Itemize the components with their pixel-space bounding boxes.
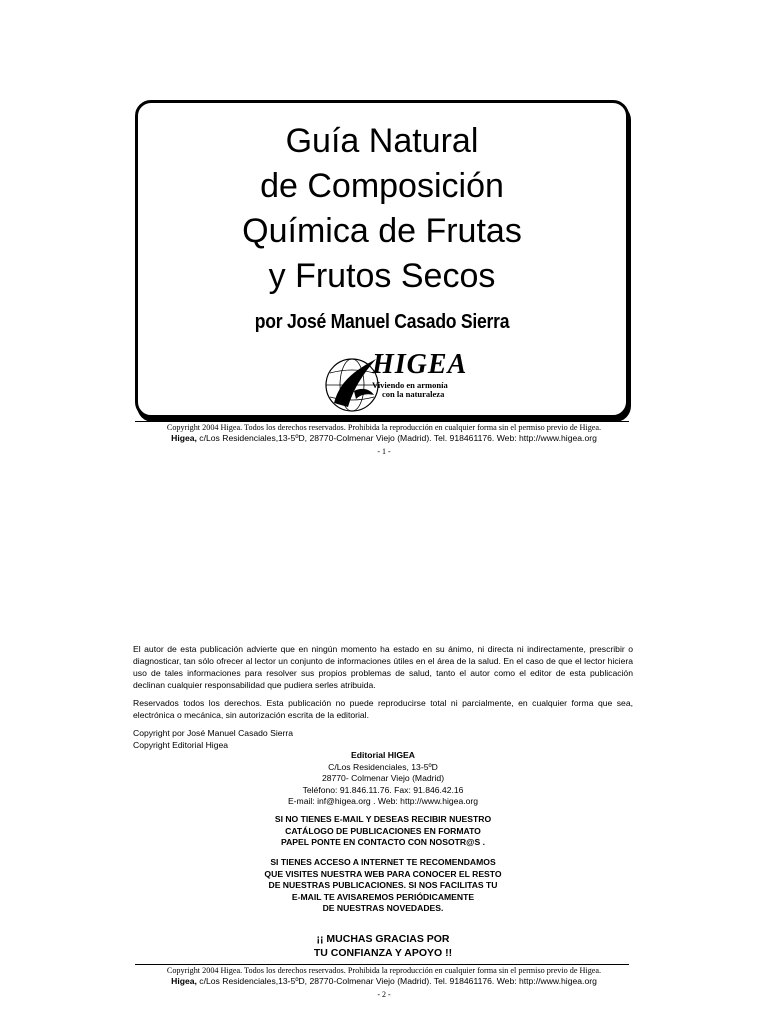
publisher-block [133, 750, 633, 808]
publisher-name: Editorial HIGEA [351, 750, 415, 760]
thanks-line: ¡¡ MUCHAS GRACIAS POR [316, 933, 450, 945]
page-number: - 2 - [377, 990, 391, 999]
publisher-line: E-mail: inf@higea.org . Web: http://www.higea.org [287, 796, 479, 806]
notice-line: DE NUESTRAS NOVEDADES. [322, 903, 444, 913]
notice-line: PAPEL PONTE EN CONTACTO CON NOSOTR@S . [281, 837, 485, 847]
footer-address-text: c/Los Residenciales,13-5ºD, 28770-Colmenar Viejo (Madrid). Tel. 918461176. Web: http://www.higea.org [196, 433, 597, 443]
publisher-line: Teléfono: 91.846.11.76. Fax: 91.846.42.16 [302, 784, 464, 795]
notice-line: E-MAIL TE AVISAREMOS PERIÓDICAMENTE [291, 891, 475, 902]
notice-line: CATÁLOGO DE PUBLICACIONES EN FORMATO [285, 825, 481, 836]
rights-paragraph: Reservados todos los derechos. Esta publicación no puede reproducirse total ni parcialmente, en cualquier forma que sea, electrónica o mecánica, sin autorización escrita de la editorial. [133, 698, 633, 720]
logo-tagline [372, 381, 448, 399]
cover-title [138, 119, 626, 299]
title-line: Guía Natural [285, 122, 479, 160]
notice-line: SI TIENES ACCESO A INTERNET TE RECOMENDAMOS [270, 857, 496, 867]
logo-tagline-2: con la naturaleza [382, 389, 445, 399]
title-line: de Composición [260, 167, 504, 205]
title-line: y Frutos Secos [268, 257, 496, 295]
thanks-line: TU CONFIANZA Y APOYO !! [313, 947, 453, 959]
notice-line: QUE VISITES NUESTRA WEB PARA CONOCER EL RESTO [264, 868, 502, 879]
cover-box [135, 100, 629, 418]
footer-rule [135, 964, 629, 965]
logo-tagline-1: Viviendo en armonía [372, 380, 448, 390]
title-line: Química de Frutas [242, 212, 522, 250]
logo-wordmark: HIGEA [372, 349, 468, 380]
footer-address [0, 433, 768, 443]
notice-line: DE NUESTRAS PUBLICACIONES. SI NOS FACILITAS TU [268, 880, 498, 890]
notice-line: SI NO TIENES E-MAIL Y DESEAS RECIBIR NUESTRO [274, 814, 492, 824]
author-line: por José Manuel Casado Sierra [254, 311, 510, 333]
footer-address-text: c/Los Residenciales,13-5ºD, 28770-Colmenar Viejo (Madrid). Tel. 918461176. Web: http://www.higea.org [196, 976, 597, 986]
footer-brand: Higea, [171, 976, 197, 986]
footer-address [0, 976, 768, 986]
copyright-line: Copyright Editorial Higea [133, 740, 229, 750]
copyright-block [133, 727, 633, 751]
disclaimer-paragraph: El autor de esta publicación advierte que en ningún momento ha estado en su ánimo, ni directa ni indirectamente, prescribir o diagnosticar, tan sólo ofrecer al lector un conjunto de informaciones útiles en el área de la salud. En el caso de que el lector hiciera uso de tales informaciones para resolver sus propios problemas de salud, tanto el autor como el editor de esta publicación declinan cualquier responsabilidad que pudiera serles atribuida. [133, 644, 633, 690]
footer-copyright: Copyright 2004 Higea. Todos los derechos reservados. Prohibida la reproducción en cualquier forma sin el permiso previo de Higea. [166, 966, 602, 975]
page-number: - 1 - [377, 447, 391, 456]
footer-rule [135, 421, 629, 422]
higea-logo [324, 349, 468, 413]
publisher-line: C/Los Residenciales, 13-5ºD [328, 761, 438, 772]
no-email-notice [133, 814, 633, 849]
thanks-message [133, 932, 633, 960]
publisher-line: 28770- Colmenar Viejo (Madrid) [321, 773, 445, 783]
footer-copyright: Copyright 2004 Higea. Todos los derechos reservados. Prohibida la reproducción en cualquier forma sin el permiso previo de Higea. [166, 423, 602, 432]
internet-notice [133, 857, 633, 915]
footer-brand: Higea, [171, 433, 197, 443]
copyright-line: Copyright por José Manuel Casado Sierra [133, 728, 294, 738]
